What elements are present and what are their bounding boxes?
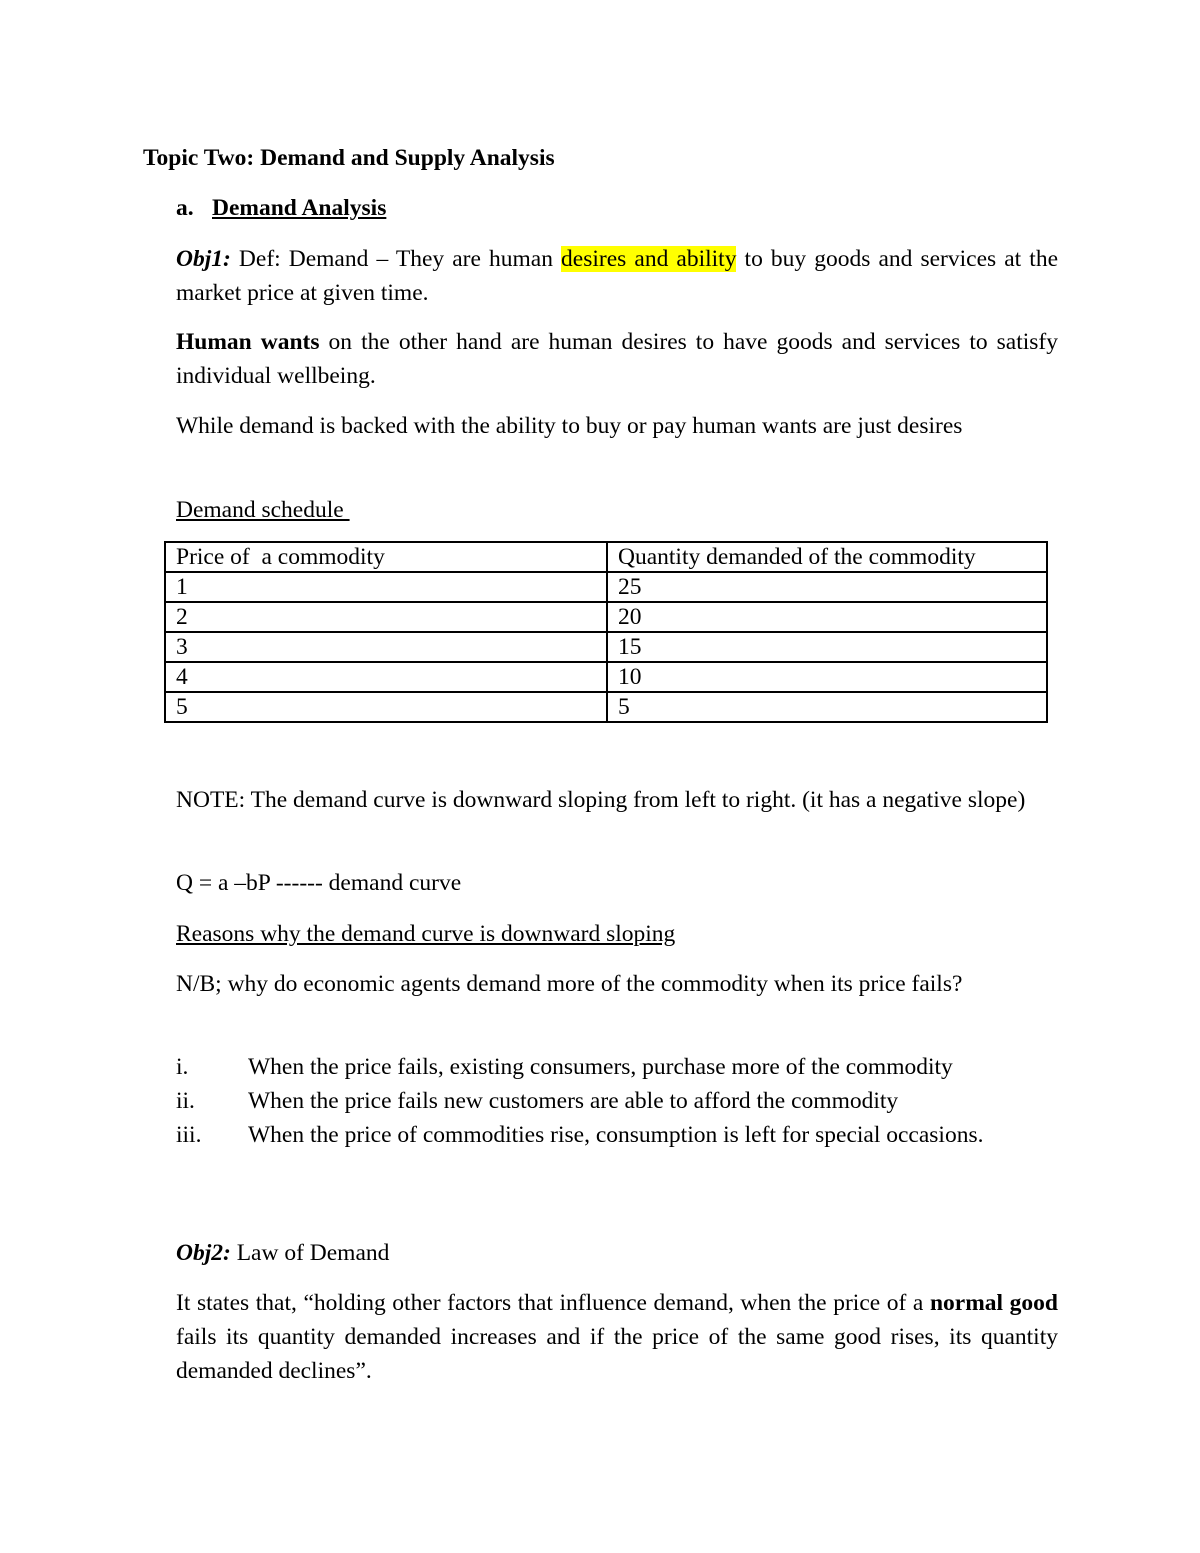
normal-good-term: normal good [929, 1290, 1058, 1316]
schedule-heading [176, 493, 1058, 527]
demand-schedule-table [164, 541, 1048, 723]
section-heading-demand-analysis [176, 191, 386, 225]
list-item-number: ii. [176, 1088, 195, 1114]
list-item [176, 1118, 1058, 1152]
list-item [176, 1084, 1058, 1118]
while-demand-paragraph: While demand is backed with the ability to buy or pay human wants are just desires [176, 413, 963, 439]
list-item-text: When the price fails new customers are able to afford the commodity [248, 1088, 899, 1114]
list-item-number: i. [176, 1054, 189, 1080]
reasons-heading-text: Reasons why the demand curve is downward sloping [176, 921, 676, 947]
table-row [165, 572, 1047, 602]
list-item-number: iii. [176, 1122, 202, 1148]
obj2-text: Law of Demand [230, 1240, 390, 1266]
document-title: Topic Two: Demand and Supply Analysis [143, 145, 555, 171]
obj2-paragraph [176, 1236, 1058, 1270]
obj1-label: Obj1: [176, 246, 231, 272]
table-cell: 1 [165, 572, 607, 602]
demand-equation: Q = a –bP ------ demand curve [176, 870, 462, 896]
table-cell: 2 [165, 602, 607, 632]
list-item-text: When the price of commodities rise, consumption is left for special occasions. [248, 1122, 984, 1148]
table-row [165, 692, 1047, 722]
table-row [165, 602, 1047, 632]
highlighted-phrase: desires and ability [561, 246, 737, 272]
human-wants-paragraph [176, 325, 1058, 393]
table-cell: 5 [165, 692, 607, 722]
table-header-row [165, 542, 1047, 572]
obj1-text-before: Def: Demand – They are human [230, 246, 562, 272]
obj2-label: Obj2: [176, 1240, 231, 1266]
nb-paragraph: N/B; why do economic agents demand more of the commodity when its price fails? [176, 971, 963, 997]
schedule-heading-text: Demand schedule [176, 497, 350, 523]
law-paragraph [176, 1286, 1058, 1388]
note-paragraph: NOTE: The demand curve is downward sloping from left to right. (it has a negative slope) [176, 787, 1026, 813]
obj1-paragraph [176, 242, 1058, 310]
section-label: Demand Analysis [212, 195, 387, 221]
law-text-before: It states that, “holding other factors that influence demand, when the price of a [176, 1290, 930, 1316]
table-row [165, 632, 1047, 662]
list-item [176, 1050, 1058, 1084]
table-cell: 25 [607, 572, 1047, 602]
list-item-text: When the price fails, existing consumers, purchase more of the commodity [248, 1054, 953, 1080]
section-letter: a. [176, 195, 194, 221]
obj1-text-after: to buy goods and services at the market price at given time. [176, 246, 1059, 306]
human-wants-term: Human wants [176, 329, 320, 355]
reasons-heading [176, 917, 1058, 951]
table-cell: 4 [165, 662, 607, 692]
human-wants-text: on the other hand are human desires to have goods and services to satisfy individual wellbeing. [176, 329, 1058, 389]
reasons-list [176, 1050, 1058, 1152]
table-cell: 5 [607, 692, 1047, 722]
table-header-cell: Quantity demanded of the commodity [607, 542, 1047, 572]
table-cell: 3 [165, 632, 607, 662]
table-cell: 10 [607, 662, 1047, 692]
table-row [165, 662, 1047, 692]
table-cell: 15 [607, 632, 1047, 662]
table-header-cell: Price of a commodity [165, 542, 607, 572]
law-text-after: fails its quantity demanded increases and if the price of the same good rises, its quantity demanded declines”. [176, 1324, 1058, 1384]
table-cell: 20 [607, 602, 1047, 632]
